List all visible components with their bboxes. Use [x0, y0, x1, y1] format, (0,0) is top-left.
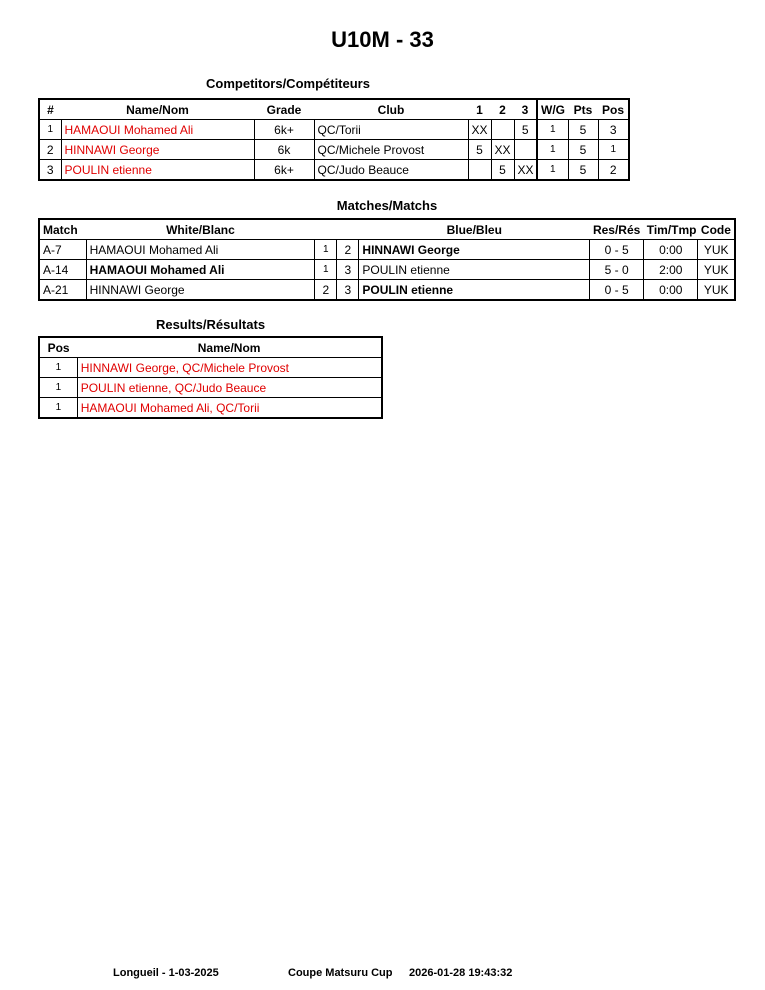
result-name: HINNAWI George, QC/Michele Provost [77, 358, 382, 378]
header-white: White/Blanc [166, 222, 235, 237]
result-pos: 1 [39, 398, 77, 419]
competitor-club: QC/Torii [314, 120, 468, 140]
match-blue: POULIN etienne [359, 280, 590, 301]
result-name: POULIN etienne, QC/Judo Beauce [77, 378, 382, 398]
match-white-num: 2 [315, 280, 337, 301]
competitor-num: 3 [39, 160, 61, 181]
match-code: YUK [698, 260, 735, 280]
competitor-grade: 6k [254, 140, 314, 160]
table-row [39, 358, 382, 378]
matches-header-row [39, 219, 735, 240]
competitor-r3 [514, 140, 537, 160]
competitor-num: 1 [39, 120, 61, 140]
competitor-r1: XX [468, 120, 491, 140]
results-table [38, 336, 383, 419]
header-r2: 2 [499, 102, 506, 117]
header-res: Res/Rés [592, 222, 641, 237]
header-pos: Pos [47, 340, 70, 355]
match-time: 0:00 [644, 240, 698, 260]
match-result: 0 - 5 [590, 280, 644, 301]
competitor-num: 2 [39, 140, 61, 160]
competitor-pos: 3 [598, 120, 629, 140]
match-id: A-21 [39, 280, 86, 301]
competitor-r2: XX [491, 140, 514, 160]
header-r3: 3 [521, 102, 529, 117]
competitor-club: QC/Michele Provost [314, 140, 468, 160]
competitor-pts: 5 [568, 120, 598, 140]
competitor-wg: 1 [537, 140, 568, 160]
match-id: A-7 [39, 240, 86, 260]
competitor-grade: 6k+ [254, 120, 314, 140]
table-row [39, 378, 382, 398]
matches-title: Matches/Matchs [336, 198, 438, 213]
competitor-r3: 5 [514, 120, 537, 140]
competitor-grade: 6k+ [254, 160, 314, 181]
match-white-num: 1 [315, 260, 337, 280]
match-white: HAMAOUI Mohamed Ali [86, 240, 315, 260]
header-name: Name/Nom [197, 340, 261, 355]
results-header-row [39, 337, 382, 358]
result-pos: 1 [39, 378, 77, 398]
competitor-pos: 2 [598, 160, 629, 181]
match-white: HINNAWI George [86, 280, 315, 301]
match-code: YUK [698, 240, 735, 260]
header-name: Name/Nom [126, 102, 189, 117]
footer-timestamp: 2026-01-28 19:43:32 [409, 967, 513, 979]
competitor-r1 [468, 160, 491, 181]
header-blue: Blue/Bleu [446, 222, 502, 237]
result-pos: 1 [39, 358, 77, 378]
footer-location-date: Longueil - 1-03-2025 [113, 967, 219, 979]
page-title: U10M - 33 [331, 27, 434, 52]
match-time: 2:00 [644, 260, 698, 280]
competitor-pts: 5 [568, 160, 598, 181]
match-result: 5 - 0 [590, 260, 644, 280]
table-row [39, 120, 629, 140]
match-code: YUK [698, 280, 735, 301]
match-blue-num: 3 [337, 280, 359, 301]
competitor-name: HAMAOUI Mohamed Ali [61, 120, 254, 140]
header-r1: 1 [476, 102, 483, 117]
header-club: Club [377, 102, 405, 117]
match-white: HAMAOUI Mohamed Ali [86, 260, 315, 280]
competitors-header-row [39, 99, 629, 120]
competitor-r1: 5 [468, 140, 491, 160]
table-row [39, 160, 629, 181]
header-code: Code [700, 222, 731, 237]
header-time: Tim/Tmp [646, 222, 697, 237]
header-wg: W/G [537, 99, 568, 120]
header-num: # [47, 102, 54, 117]
competitor-name: HINNAWI George [61, 140, 254, 160]
competitor-r2: 5 [491, 160, 514, 181]
competitor-name: POULIN etienne [61, 160, 254, 181]
competitor-pts: 5 [568, 140, 598, 160]
competitor-club: QC/Judo Beauce [314, 160, 468, 181]
match-blue: POULIN etienne [359, 260, 590, 280]
match-white-num: 1 [315, 240, 337, 260]
competitor-pos: 1 [598, 140, 629, 160]
table-row [39, 398, 382, 419]
table-row [39, 260, 735, 280]
competitor-r2 [491, 120, 514, 140]
match-blue: HINNAWI George [359, 240, 590, 260]
competitors-table [38, 98, 630, 181]
header-match: Match [43, 222, 78, 237]
match-result: 0 - 5 [590, 240, 644, 260]
competitor-wg: 1 [537, 160, 568, 181]
match-time: 0:00 [644, 280, 698, 301]
match-blue-num: 3 [337, 260, 359, 280]
match-blue-num: 2 [337, 240, 359, 260]
matches-table [38, 218, 736, 301]
header-grade: Grade [266, 102, 302, 117]
competitor-wg: 1 [537, 120, 568, 140]
competitor-r3: XX [514, 160, 537, 181]
table-row [39, 280, 735, 301]
match-id: A-14 [39, 260, 86, 280]
competitors-title: Competitors/Compétiteurs [206, 76, 370, 91]
result-name: HAMAOUI Mohamed Ali, QC/Torii [77, 398, 382, 419]
results-title: Results/Résultats [155, 317, 266, 332]
table-row [39, 140, 629, 160]
table-row [39, 240, 735, 260]
footer-event: Coupe Matsuru Cup [288, 967, 393, 979]
header-pts: Pts [573, 102, 593, 117]
header-pos: Pos [601, 102, 624, 117]
